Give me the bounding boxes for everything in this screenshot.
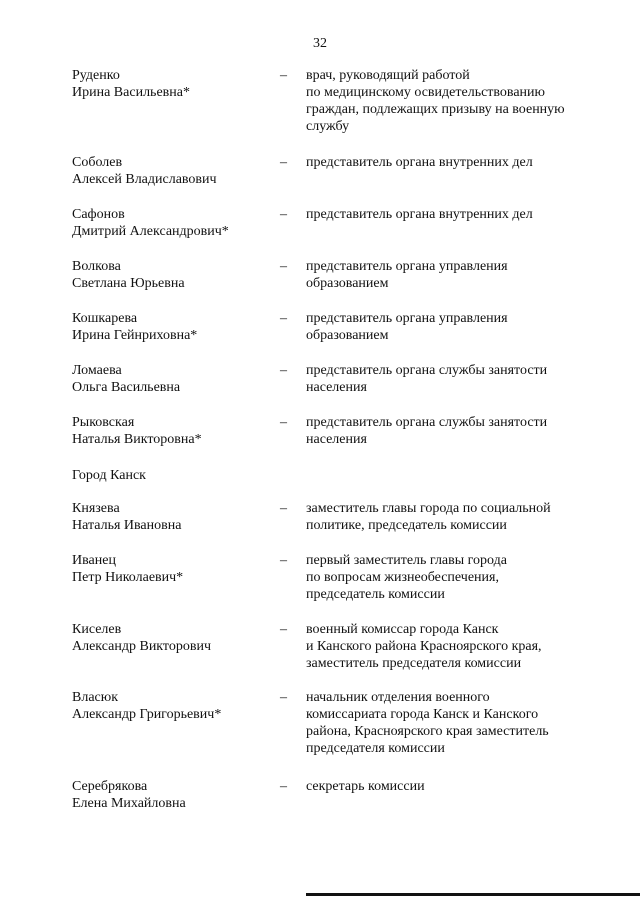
member-name [72,689,272,723]
role-line: населения [306,380,367,395]
section-title: Город Канск [72,468,146,483]
dash-separator: – [280,259,287,274]
dash-separator: – [280,415,287,430]
member-name [72,362,272,396]
role-line: заместитель председателя комиссии [306,656,522,671]
member-name [72,414,272,448]
role-line: представитель органа управления [306,259,508,274]
member-role [306,258,596,292]
role-line: военный комиссар города Канск [306,622,499,637]
role-line: представитель органа управления [306,311,508,326]
role-line: секретарь комиссии [306,779,425,794]
member-role [306,206,596,223]
footer-rule [306,893,640,896]
dash-separator: – [280,68,287,83]
member-name [72,206,272,240]
role-line: образованием [306,276,389,291]
member-surname: Кошкарева [72,311,138,326]
member-surname: Волкова [72,259,121,274]
member-role [306,154,596,171]
member-surname: Руденко [72,68,120,83]
role-line: службу [306,119,350,134]
role-line: врач, руководящий работой [306,68,470,83]
role-line: представитель органа внутренних дел [306,207,533,222]
dash-separator: – [280,311,287,326]
dash-separator: – [280,779,287,794]
member-given-names: Ирина Васильевна* [72,85,190,100]
role-line: политике, председатель комиссии [306,518,507,533]
member-surname: Сафонов [72,207,125,222]
member-given-names: Елена Михайловна [72,796,186,811]
member-surname: Власюк [72,690,119,705]
role-line: района, Красноярского края заместитель [306,724,549,739]
member-role [306,778,596,795]
role-line: председателя комиссии [306,741,445,756]
member-role [306,414,596,448]
member-name [72,552,272,586]
member-surname: Иванец [72,553,116,568]
member-name [72,67,272,101]
dash-separator: – [280,207,287,222]
member-given-names: Алексей Владиславович [72,172,217,187]
role-line: граждан, подлежащих призыву на военную [306,102,565,117]
dash-separator: – [280,690,287,705]
member-name [72,778,272,812]
role-line: и Канского района Красноярского края, [306,639,542,654]
role-line: заместитель главы города по социальной [306,501,551,516]
member-role [306,621,596,672]
member-given-names: Наталья Викторовна* [72,432,202,447]
member-given-names: Наталья Ивановна [72,518,182,533]
role-line: по вопросам жизнеобеспечения, [306,570,499,585]
member-given-names: Александр Викторович [72,639,212,654]
member-name [72,310,272,344]
member-given-names: Петр Николаевич* [72,570,184,585]
member-name [72,258,272,292]
member-role [306,310,596,344]
role-line: первый заместитель главы города [306,553,507,568]
role-line: начальник отделения военного [306,690,490,705]
member-given-names: Светлана Юрьевна [72,276,185,291]
member-given-names: Дмитрий Александрович* [72,224,229,239]
role-line: образованием [306,328,389,343]
member-role [306,500,596,534]
role-line: представитель органа внутренних дел [306,155,533,170]
member-surname: Князева [72,501,120,516]
dash-separator: – [280,622,287,637]
member-surname: Соболев [72,155,123,170]
dash-separator: – [280,553,287,568]
page-number: 32 [313,36,327,51]
member-role [306,362,596,396]
member-role [306,552,596,603]
member-role [306,67,596,135]
role-line: по медицинскому освидетельствованию [306,85,546,100]
member-role [306,689,596,757]
role-line: представитель органа службы занятости [306,363,548,378]
member-given-names: Александр Григорьевич* [72,707,222,722]
member-given-names: Ольга Васильевна [72,380,181,395]
member-given-names: Ирина Гейнриховна* [72,328,198,343]
member-name [72,500,272,534]
member-name [72,154,272,188]
member-surname: Серебрякова [72,779,148,794]
dash-separator: – [280,363,287,378]
dash-separator: – [280,155,287,170]
role-line: населения [306,432,367,447]
member-name [72,621,272,655]
member-surname: Рыковская [72,415,135,430]
member-surname: Киселев [72,622,122,637]
role-line: комиссариата города Канск и Канского [306,707,539,722]
member-surname: Ломаева [72,363,122,378]
role-line: представитель органа службы занятости [306,415,548,430]
role-line: председатель комиссии [306,587,445,602]
dash-separator: – [280,501,287,516]
